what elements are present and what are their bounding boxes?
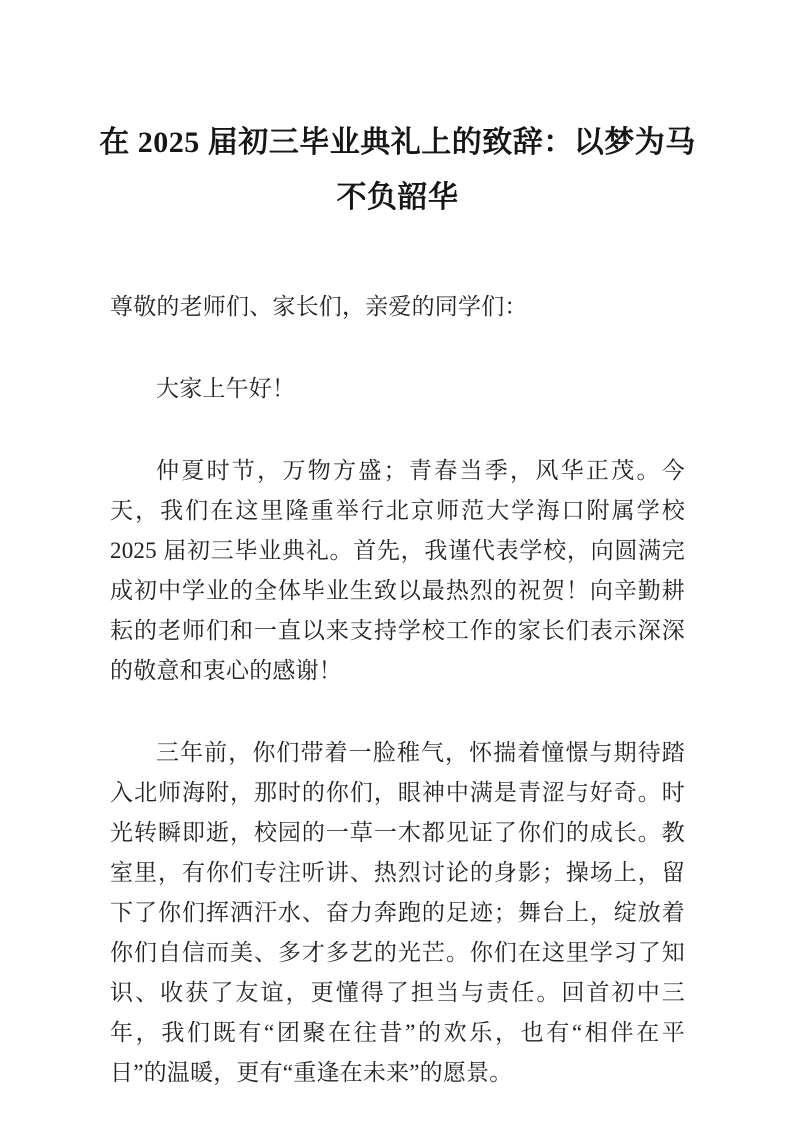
salutation-line: 尊敬的老师们、家长们，亲爱的同学们： — [110, 294, 528, 319]
document-title: 在 2025 届初三毕业典礼上的致辞：以梦为马不负韶华 — [99, 126, 696, 214]
paragraph-three-years-reminiscence: 三年前，你们带着一脸稚气，怀揣着憧憬与期待踏入北师海附，那时的你们，眼神中满是青涩与好奇。时光转瞬即逝，校园的一草一木都见证了你们的成长。教室里，有你们专注听讲、热烈讨论的身影；操场上，留下了你们挥洒汗水、奋力奔跑的足迹；舞台上，绽放着你们自信而美、多才多艺的光芒。你们在这里学习了知识、收获了友谊，更懂得了担当与责任。回首初中三年，我们既有“团聚在往昔”的欢乐，也有“相伴在平日”的温暖，更有“重逢在未来”的愿景。 — [110, 740, 685, 1085]
paragraph-opening-congratulations: 仲夏时节，万物方盛；青春当季，风华正茂。今天，我们在这里隆重举行北京师范大学海口附属学校 2025 届初三毕业典礼。首先，我谨代表学校，向圆满完成初中学业的全体毕业生致以最热烈的祝贺！向辛勤耕耘的老师们和一直以来支持学校工作的家长们表示深深的敬意和衷心的感谢！ — [110, 458, 685, 683]
document-body — [110, 287, 685, 1093]
greeting-line: 大家上午好！ — [156, 376, 296, 401]
